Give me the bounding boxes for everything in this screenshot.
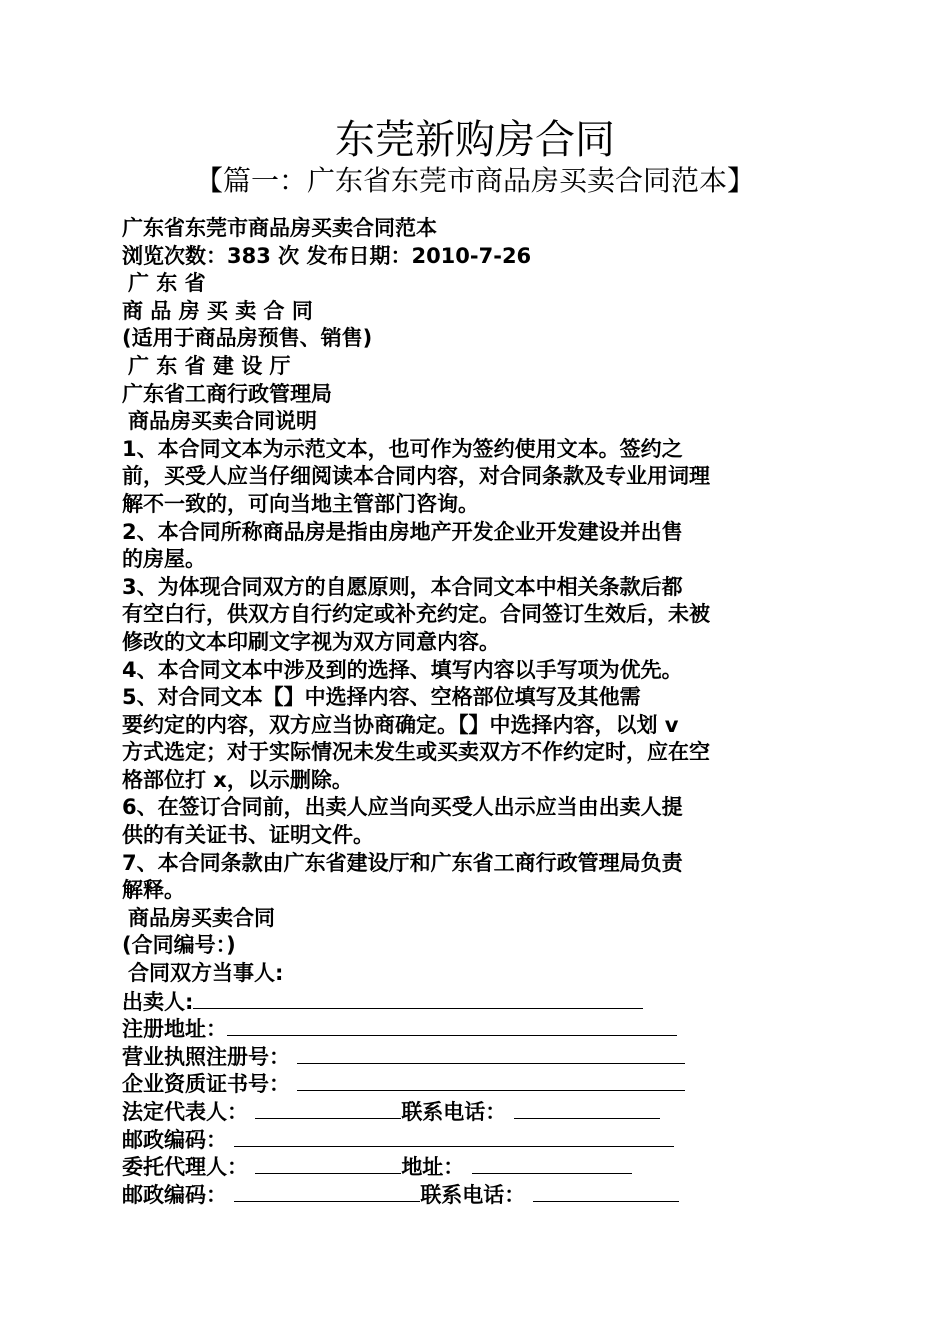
address-label: 地址： — [401, 1155, 465, 1180]
explain-line: 修改的文本印刷文字视为双方同意内容。 — [122, 629, 500, 654]
phone2-label: 联系电话： — [420, 1182, 526, 1207]
explain-line: 格部位打 x，以示删除。 — [122, 767, 353, 792]
explain-line: 2、本合同所称商品房是指由房地产开发企业开发建设并出售 — [122, 519, 683, 544]
explain-line: 要约定的内容，双方应当协商确定。【】中选择内容，以划 v — [122, 712, 679, 737]
department-2: 广东省工商行政管理局 — [122, 381, 332, 406]
explain-line: 5、对合同文本【】中选择内容、空格部位填写及其他需 — [122, 685, 641, 710]
explain-line: 方式选定；对于实际情况未发生或买卖双方不作约定时，应在空 — [122, 740, 710, 765]
explain-line: 前，买受人应当仔细阅读本合同内容，对合同条款及专业用词理 — [122, 464, 710, 489]
postcode-row — [122, 1126, 812, 1154]
legal-rep-row — [122, 1098, 812, 1126]
document-title: 东莞新购房合同 — [335, 117, 615, 163]
reg-address-row — [122, 1015, 812, 1043]
explain-title: 商品房买卖合同说明 — [128, 409, 317, 434]
license-field[interactable] — [297, 1043, 685, 1064]
phone-label: 联系电话： — [401, 1100, 507, 1124]
qualification-field[interactable] — [297, 1070, 685, 1091]
agent-field[interactable] — [255, 1153, 401, 1174]
license-label: 营业执照注册号： — [122, 1044, 290, 1069]
seller-row — [122, 988, 812, 1016]
postcode-field[interactable] — [234, 1126, 674, 1147]
explain-line: 6、在签订合同前，出卖人应当向买受人出示应当由出卖人提 — [122, 795, 683, 820]
document-subtitle: 【篇一：广东省东莞市商品房买卖合同范本】 — [194, 164, 755, 197]
contract-number: (合同编号：) — [122, 933, 236, 958]
content-heading: 广东省东莞市商品房买卖合同范本 — [122, 216, 437, 240]
legal-rep-label: 法定代表人： — [122, 1100, 248, 1124]
phone-field[interactable] — [514, 1098, 660, 1119]
legal-rep-field[interactable] — [255, 1098, 401, 1119]
department-1: 广 东 省 建 设 厅 — [128, 353, 291, 378]
postcode2-row — [122, 1181, 812, 1209]
seller-field[interactable] — [193, 988, 643, 1009]
explain-line: 解不一致的，可向当地主管部门咨询。 — [122, 491, 479, 516]
explain-line: 1、本合同文本为示范文本，也可作为签约使用文本。签约之 — [122, 436, 683, 461]
explain-line: 3、为体现合同双方的自愿原则，本合同文本中相关条款后都 — [122, 574, 683, 599]
reg-address-label: 注册地址： — [122, 1017, 227, 1042]
agent-label: 委托代理人： — [122, 1155, 248, 1180]
phone2-field[interactable] — [533, 1181, 679, 1202]
contract-title: 商品房买卖合同 — [128, 905, 275, 930]
document-body — [122, 215, 812, 1208]
province-label: 广 东 省 — [128, 271, 206, 296]
applicable-note: (适用于商品房预售、销售) — [122, 326, 373, 351]
postcode-label: 邮政编码： — [122, 1127, 227, 1152]
explain-line: 7、本合同条款由广东省建设厅和广东省工商行政管理局负责 — [122, 850, 683, 875]
reg-address-field[interactable] — [227, 1015, 677, 1036]
explain-line: 解释。 — [122, 878, 185, 903]
explain-line: 供的有关证书、证明文件。 — [122, 823, 374, 848]
meta-line: 浏览次数：383 次 发布日期：2010-7-26 — [122, 243, 532, 268]
qualification-row — [122, 1070, 812, 1098]
address-field[interactable] — [472, 1153, 632, 1174]
explain-line: 有空白行，供双方自行约定或补充约定。合同签订生效后，未被 — [122, 602, 710, 627]
parties-intro: 合同双方当事人: — [128, 961, 284, 986]
postcode2-field[interactable] — [234, 1181, 420, 1202]
postcode2-label: 邮政编码： — [122, 1182, 227, 1207]
license-row — [122, 1043, 812, 1071]
seller-label: 出卖人: — [122, 989, 194, 1014]
qualification-label: 企业资质证书号： — [122, 1072, 290, 1097]
contract-name: 商 品 房 买 卖 合 同 — [122, 298, 313, 323]
agent-row — [122, 1153, 812, 1181]
explain-line: 4、本合同文本中涉及到的选择、填写内容以手写项为优先。 — [122, 657, 683, 682]
explain-line: 的房屋。 — [122, 547, 206, 572]
